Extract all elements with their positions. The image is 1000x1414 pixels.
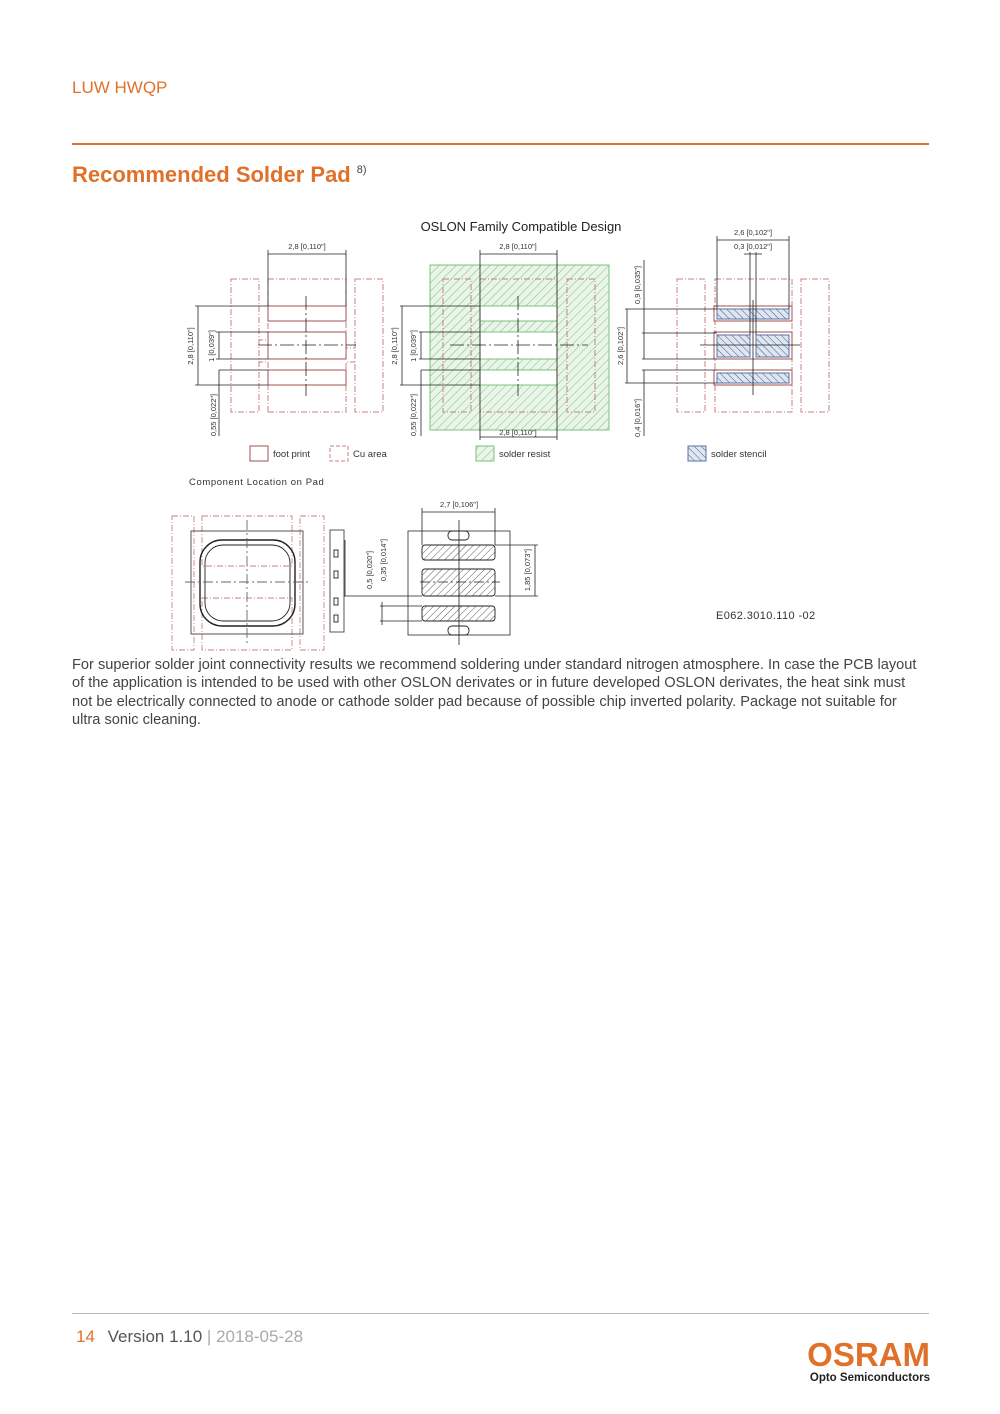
osram-logo [800, 1338, 930, 1384]
dim-middle-width-top: 2,8 [0,110"] [499, 242, 537, 251]
dim-right-width: 2,6 [0,102"] [733, 228, 773, 237]
solder-stencil-drawing [616, 228, 829, 437]
dim-component-a: 0,5 [0,020"] [365, 550, 374, 590]
legend-cu-area: Cu area [353, 449, 387, 460]
dim-left-width: 2,8 [0,110"] [288, 242, 326, 251]
solder-resist-swatch [476, 446, 494, 461]
dim-middle-gap: 0,55 [0,022"] [409, 393, 418, 437]
dim-component-c: 1,85 [0,073"] [523, 548, 532, 592]
version: Version 1.10 [107, 1327, 203, 1346]
footprint-swatch [250, 446, 268, 461]
body-paragraph: For superior solder joint connectivity results we recommend soldering under standard nitrogen atmosphere. In case the PCB layout of the application is intended to be used with other OSLON derivates or in future developed OSLON derivates, the heat sink must not be electrically connected to anode or cathode solder pad because of possible chip inverted polarity. Package not suitable for ultra sonic cleaning. [72, 657, 917, 729]
drawing-number: E062.3010.110 -02 [716, 610, 816, 622]
logo-tagline: Opto Semiconductors [809, 1372, 930, 1384]
dim-middle-pad: 1 [0,039"] [409, 330, 418, 362]
solder-resist-drawing [390, 242, 609, 440]
dim-right-bottom: 0,4 [0,016"] [633, 398, 642, 438]
dim-right-height: 2,6 [0,102"] [616, 326, 625, 366]
footer-separator: | [206, 1327, 212, 1346]
dim-right-top: 0,9 [0,035"] [633, 265, 642, 305]
cu-area-swatch [330, 446, 348, 461]
dim-left-pad: 1 [0,039"] [207, 330, 216, 362]
document-header-product: LUW HWQP [72, 78, 168, 97]
section-title-text: Recommended Solder Pad [72, 162, 351, 187]
legend-solder-stencil: solder stencil [711, 449, 767, 460]
dim-left-height: 2,8 [0,110"] [186, 327, 195, 365]
footer-divider [72, 1313, 929, 1314]
legend-footprint: foot print [273, 449, 310, 460]
dim-component-width: 2,7 [0,106"] [439, 500, 479, 509]
solder-stencil-swatch [688, 446, 706, 461]
footprint-drawing [186, 242, 383, 436]
footnote-ref: 8) [356, 164, 367, 176]
dim-component-b: 0,35 [0,014"] [379, 538, 388, 582]
solder-pad-drawing [0, 0, 1000, 660]
release-date: 2018-05-28 [216, 1327, 304, 1346]
component-location-drawing [172, 500, 538, 650]
dim-right-split: 0,3 [0,012"] [733, 242, 773, 251]
logo-brand: OSRAM [807, 1336, 930, 1373]
dim-middle-width-bottom: 2,8 [0,110"] [499, 428, 537, 437]
drawing-title: OSLON Family Compatible Design [420, 219, 622, 234]
dim-middle-height: 2,8 [0,110"] [390, 327, 399, 365]
page-footer [76, 1327, 303, 1347]
legend-solder-resist: solder resist [499, 449, 551, 460]
drawing-legend [250, 446, 766, 461]
component-location-title: Component Location on Pad [189, 477, 325, 488]
dim-left-gap: 0,55 [0,022"] [209, 393, 218, 437]
page-number: 14 [76, 1327, 95, 1346]
